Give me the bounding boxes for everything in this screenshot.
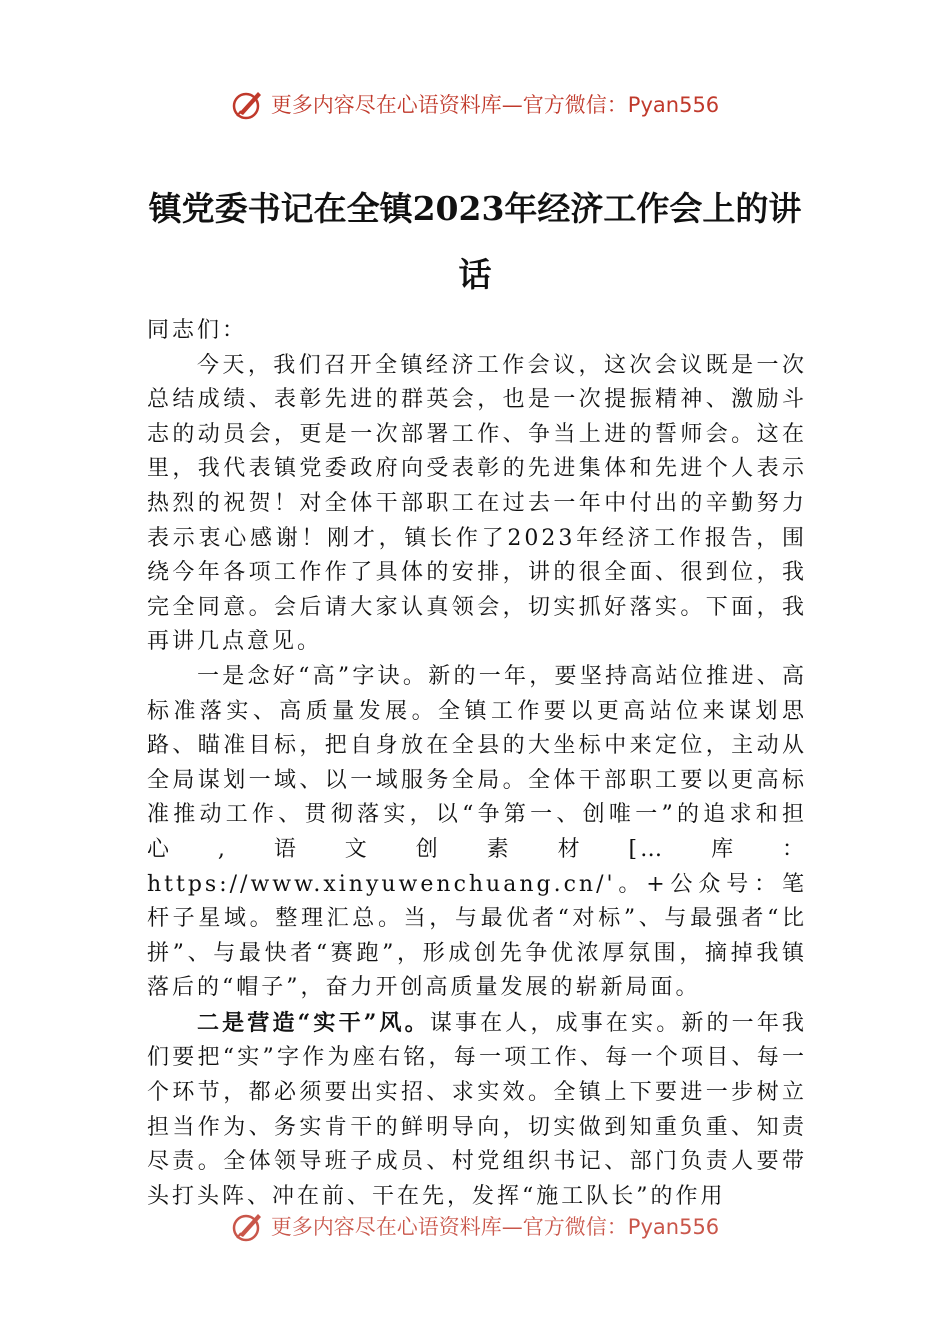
paragraph-3-lead: 二是营造“实干”风。 — [197, 1009, 430, 1036]
watermark-banner-bottom — [0, 1206, 950, 1246]
watermark-text: 更多内容尽在心语资料库—官方微信：Pyan556 — [270, 1215, 720, 1239]
watermark-text: 更多内容尽在心语资料库—官方微信：Pyan556 — [270, 93, 720, 117]
paragraph-3-text: 谋事在人，成事在实。新的一年我们要把“实”字作为座右铭，每一项工作、每一个项目、每一个环节，都必须要出实招、求实效。全镇上下要进一步树立担当作为、务实肯干的鲜明导向，切实做到知重负重、知责尽责。全体领导班子成员、村党组织书记、部门负责人要带头打头阵、冲在前、干在先，发挥“施工队长”的作用 — [147, 1010, 807, 1209]
salutation: 同志们： — [147, 318, 248, 343]
document-body — [147, 314, 807, 1214]
document-title: 镇党委书记在全镇2023年经济工作会上的讲话 — [148, 189, 802, 294]
quill-logo-icon — [231, 1209, 265, 1243]
paragraph-3 — [147, 1006, 807, 1215]
watermark-banner-top — [0, 84, 950, 124]
paragraph-2: 一是念好“高”字诀。新的一年，要坚持高站位推进、高标准落实、高质量发展。全镇工作要以更高站位来谋划思路、瞄准目标，把自身放在全县的大坐标中来定位，主动从全局谋划一域、以一域服务全局。全体干部职工要以更高标准推动工作、贯彻落实，以“争第一、创唯一”的追求和担心,语文创素材[…库：https://www.xinyuwenchuang.cn/'。+公众号：笔杆子星域。整理汇总。当，与最优者“对标”、与最强者“比拼”、与最快者“赛跑”，形成创先争优浓厚氛围，摘掉我镇落后的“帽子”，奋力开创高质量发展的崭新局面。 — [147, 663, 807, 1001]
quill-logo-icon — [231, 87, 265, 121]
paragraph-1: 今天，我们召开全镇经济工作会议，这次会议既是一次总结成绩、表彰先进的群英会，也是一次提振精神、激励斗志的动员会，更是一次部署工作、争当上进的誓师会。这在里，我代表镇党委政府向受表彰的先进集体和先进个人表示热烈的祝贺！对全体干部职工在过去一年中付出的辛勤努力表示衷心感谢！刚才，镇长作了2023年经济工作报告，围绕今年各项工作作了具体的安排，讲的很全面、很到位，我完全同意。会后请大家认真领会，切实抓好落实。下面，我再讲几点意见。 — [147, 352, 807, 655]
